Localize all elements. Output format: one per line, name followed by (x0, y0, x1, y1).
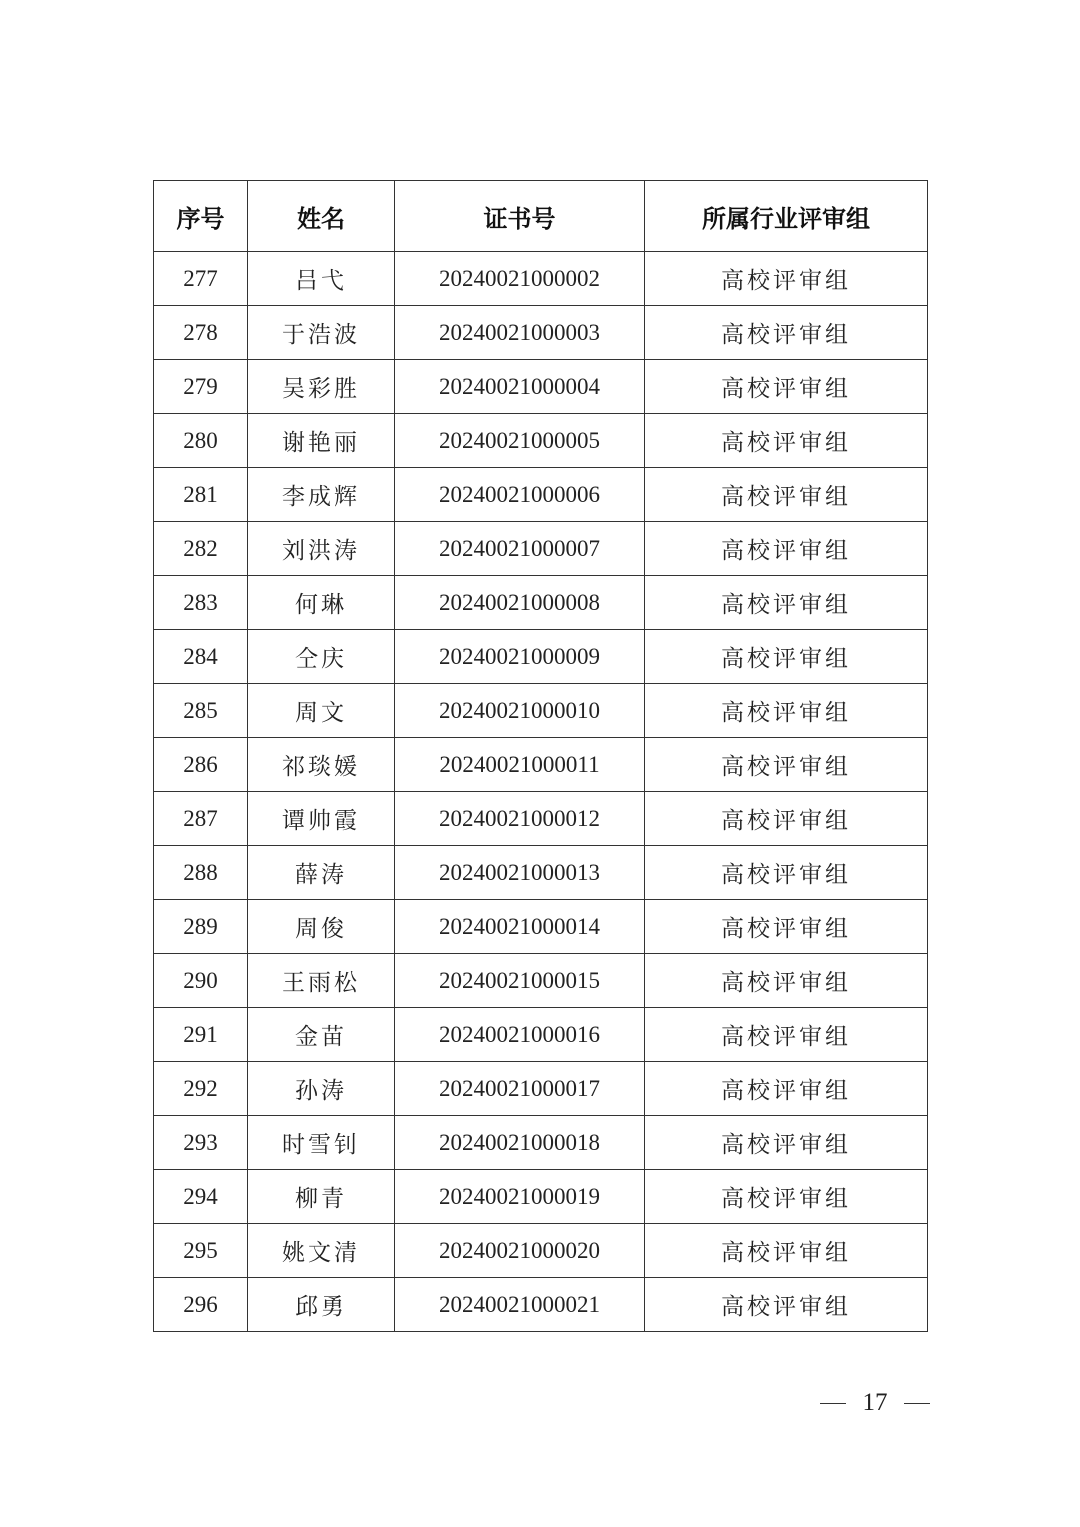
left-dash (820, 1403, 846, 1404)
cell-serial-number: 293 (154, 1116, 248, 1170)
cell-name: 孙涛 (248, 1062, 395, 1116)
right-dash (904, 1403, 930, 1404)
cell-review-group: 高校评审组 (645, 306, 928, 360)
cell-review-group: 高校评审组 (645, 252, 928, 306)
cell-serial-number: 285 (154, 684, 248, 738)
cell-review-group: 高校评审组 (645, 846, 928, 900)
certificate-table (153, 180, 928, 1332)
cell-review-group: 高校评审组 (645, 1224, 928, 1278)
cell-review-group: 高校评审组 (645, 1116, 928, 1170)
cell-name: 时雪钊 (248, 1116, 395, 1170)
cell-serial-number: 279 (154, 360, 248, 414)
table-row (154, 1170, 928, 1224)
cell-certificate-number: 20240021000007 (395, 522, 645, 576)
cell-name: 薛涛 (248, 846, 395, 900)
cell-review-group: 高校评审组 (645, 576, 928, 630)
cell-certificate-number: 20240021000010 (395, 684, 645, 738)
table-row (154, 684, 928, 738)
cell-review-group: 高校评审组 (645, 1278, 928, 1332)
cell-serial-number: 278 (154, 306, 248, 360)
cell-serial-number: 288 (154, 846, 248, 900)
cell-certificate-number: 20240021000011 (395, 738, 645, 792)
cell-name: 祁琰媛 (248, 738, 395, 792)
cell-certificate-number: 20240021000014 (395, 900, 645, 954)
table-row (154, 576, 928, 630)
cell-name: 吕弋 (248, 252, 395, 306)
table-row (154, 630, 928, 684)
cell-certificate-number: 20240021000005 (395, 414, 645, 468)
cell-name: 王雨松 (248, 954, 395, 1008)
header-name: 姓名 (248, 181, 395, 252)
cell-review-group: 高校评审组 (645, 360, 928, 414)
cell-review-group: 高校评审组 (645, 468, 928, 522)
cell-name: 谢艳丽 (248, 414, 395, 468)
cell-name: 姚文清 (248, 1224, 395, 1278)
cell-serial-number: 291 (154, 1008, 248, 1062)
cell-certificate-number: 20240021000008 (395, 576, 645, 630)
cell-serial-number: 295 (154, 1224, 248, 1278)
cell-certificate-number: 20240021000017 (395, 1062, 645, 1116)
table-row (154, 468, 928, 522)
cell-review-group: 高校评审组 (645, 1062, 928, 1116)
table-row (154, 1224, 928, 1278)
table-row (154, 1116, 928, 1170)
table-row (154, 414, 928, 468)
cell-certificate-number: 20240021000019 (395, 1170, 645, 1224)
table-row (154, 738, 928, 792)
cell-certificate-number: 20240021000015 (395, 954, 645, 1008)
cell-name: 仝庆 (248, 630, 395, 684)
cell-name: 吴彩胜 (248, 360, 395, 414)
table-row (154, 252, 928, 306)
cell-review-group: 高校评审组 (645, 738, 928, 792)
table-row (154, 1062, 928, 1116)
cell-certificate-number: 20240021000006 (395, 468, 645, 522)
table-row (154, 900, 928, 954)
cell-serial-number: 287 (154, 792, 248, 846)
cell-review-group: 高校评审组 (645, 900, 928, 954)
table-row (154, 360, 928, 414)
cell-name: 谭帅霞 (248, 792, 395, 846)
cell-certificate-number: 20240021000002 (395, 252, 645, 306)
cell-serial-number: 277 (154, 252, 248, 306)
cell-serial-number: 286 (154, 738, 248, 792)
cell-name: 李成辉 (248, 468, 395, 522)
cell-certificate-number: 20240021000003 (395, 306, 645, 360)
cell-review-group: 高校评审组 (645, 414, 928, 468)
table-header-row (154, 181, 928, 252)
cell-name: 柳青 (248, 1170, 395, 1224)
cell-name: 周文 (248, 684, 395, 738)
cell-serial-number: 290 (154, 954, 248, 1008)
cell-certificate-number: 20240021000012 (395, 792, 645, 846)
cell-serial-number: 296 (154, 1278, 248, 1332)
cell-serial-number: 282 (154, 522, 248, 576)
cell-review-group: 高校评审组 (645, 792, 928, 846)
cell-certificate-number: 20240021000004 (395, 360, 645, 414)
cell-review-group: 高校评审组 (645, 684, 928, 738)
cell-name: 何琳 (248, 576, 395, 630)
cell-serial-number: 294 (154, 1170, 248, 1224)
cell-review-group: 高校评审组 (645, 522, 928, 576)
cell-certificate-number: 20240021000009 (395, 630, 645, 684)
page-number: 17 (862, 1389, 888, 1416)
cell-serial-number: 289 (154, 900, 248, 954)
cell-serial-number: 284 (154, 630, 248, 684)
cell-name: 金苗 (248, 1008, 395, 1062)
cell-certificate-number: 20240021000020 (395, 1224, 645, 1278)
cell-review-group: 高校评审组 (645, 630, 928, 684)
cell-review-group: 高校评审组 (645, 1008, 928, 1062)
table-body (154, 252, 928, 1332)
header-serial-number: 序号 (154, 181, 248, 252)
cell-review-group: 高校评审组 (645, 1170, 928, 1224)
table-row (154, 954, 928, 1008)
cell-name: 刘洪涛 (248, 522, 395, 576)
cell-serial-number: 281 (154, 468, 248, 522)
cell-serial-number: 292 (154, 1062, 248, 1116)
cell-certificate-number: 20240021000021 (395, 1278, 645, 1332)
table-row (154, 522, 928, 576)
cell-certificate-number: 20240021000013 (395, 846, 645, 900)
page-number-footer (820, 1388, 930, 1418)
cell-certificate-number: 20240021000016 (395, 1008, 645, 1062)
cell-review-group: 高校评审组 (645, 954, 928, 1008)
cell-name: 周俊 (248, 900, 395, 954)
cell-serial-number: 283 (154, 576, 248, 630)
cell-name: 于浩波 (248, 306, 395, 360)
table-row (154, 306, 928, 360)
table-row (154, 846, 928, 900)
table-row (154, 1278, 928, 1332)
header-certificate-number: 证书号 (395, 181, 645, 252)
cell-name: 邱勇 (248, 1278, 395, 1332)
cell-certificate-number: 20240021000018 (395, 1116, 645, 1170)
table-row (154, 1008, 928, 1062)
header-review-group: 所属行业评审组 (645, 181, 928, 252)
table-row (154, 792, 928, 846)
cell-serial-number: 280 (154, 414, 248, 468)
